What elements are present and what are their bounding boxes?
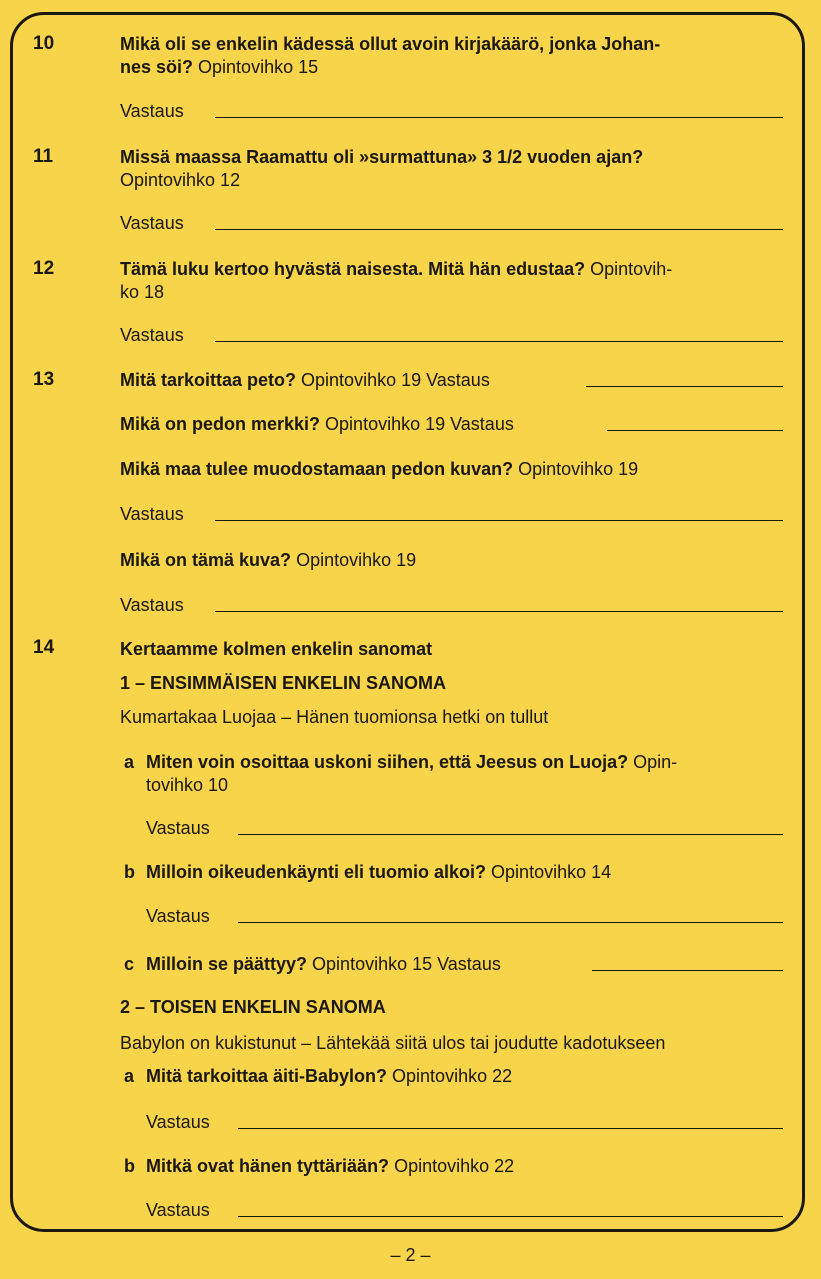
answer-line-13c[interactable] (215, 520, 783, 521)
answer-line-10[interactable] (215, 117, 783, 118)
answer-line-14-1a[interactable] (238, 834, 783, 835)
answer-label: Vastaus (146, 1200, 210, 1220)
answer-label: Vastaus (120, 213, 184, 233)
answer-label: Vastaus (120, 504, 184, 524)
question-11-ref: Opintovihko 12 (120, 170, 241, 190)
question-12-text-line1: Tämä luku kertoo hyvästä naisesta. Mitä hän edustaa? Opintovih- (120, 259, 673, 279)
item-letter-a: a (124, 1066, 135, 1086)
message-1-question-a: Miten voin osoittaa uskoni siihen, että Jeesus on Luoja? Opin- (146, 752, 678, 772)
answer-label: Vastaus (120, 101, 184, 121)
answer-line-13d[interactable] (215, 611, 783, 612)
question-12-ref: ko 18 (120, 282, 165, 302)
question-number-12: 12 (33, 258, 55, 279)
answer-line-14-1c[interactable] (592, 970, 783, 971)
answer-line-13b[interactable] (607, 430, 783, 431)
answer-line-14-2b[interactable] (238, 1216, 783, 1217)
message-2-text: Babylon on kukistunut – Lähtekää siitä ulos tai joudutte kadotukseen (120, 1033, 666, 1053)
question-11-text: Missä maassa Raamattu oli »surmattuna» 3 1/2 vuoden ajan? (120, 147, 644, 167)
message-1-title: 1 – ENSIMMÄISEN ENKELIN SANOMA (120, 673, 447, 693)
answer-label: Vastaus (146, 906, 210, 926)
answer-line-14-1b[interactable] (238, 922, 783, 923)
page-number: – 2 – (390, 1245, 431, 1265)
question-13c-text: Mikä maa tulee muodostamaan pedon kuvan? Opintovihko 19 (120, 459, 639, 479)
question-number-13: 13 (33, 369, 55, 390)
message-1-question-b: Milloin oikeudenkäynti eli tuomio alkoi? Opintovihko 14 (146, 862, 612, 882)
item-letter-a: a (124, 752, 135, 772)
answer-label: Vastaus (146, 1112, 210, 1132)
item-letter-c: c (124, 954, 135, 974)
message-1-question-a-ref: tovihko 10 (146, 775, 229, 795)
answer-line-14-2a[interactable] (238, 1128, 783, 1129)
message-2-title: 2 – TOISEN ENKELIN SANOMA (120, 997, 386, 1017)
item-letter-b: b (124, 1156, 135, 1176)
question-number-11: 11 (33, 146, 54, 167)
answer-line-13a[interactable] (586, 386, 783, 387)
answer-label: Vastaus (120, 595, 184, 615)
question-10-text-line2: nes söi? Opintovihko 15 (120, 57, 319, 77)
answer-label: Vastaus (120, 325, 184, 345)
item-letter-b: b (124, 862, 135, 882)
message-2-question-a: Mitä tarkoittaa äiti-Babylon? Opintovihko 22 (146, 1066, 513, 1086)
message-2-question-b: Mitkä ovat hänen tyttäriään? Opintovihko 22 (146, 1156, 515, 1176)
question-13d-text: Mikä on tämä kuva? Opintovihko 19 (120, 550, 417, 570)
question-14-heading: Kertaamme kolmen enkelin sanomat (120, 639, 433, 659)
question-number-14: 14 (33, 637, 55, 658)
message-1-text: Kumartakaa Luojaa – Hänen tuomionsa hetki on tullut (120, 707, 549, 727)
answer-line-11[interactable] (215, 229, 783, 230)
message-1-question-c: Milloin se päättyy? Opintovihko 15 Vastaus (146, 954, 501, 974)
question-13b-text: Mikä on pedon merkki? Opintovihko 19 Vastaus (120, 414, 514, 434)
answer-line-12[interactable] (215, 341, 783, 342)
question-13a-text: Mitä tarkoittaa peto? Opintovihko 19 Vastaus (120, 370, 490, 390)
question-number-10: 10 (33, 33, 55, 54)
question-10-text-line1: Mikä oli se enkelin kädessä ollut avoin kirjakäärö, jonka Johan- (120, 34, 661, 54)
answer-label: Vastaus (146, 818, 210, 838)
